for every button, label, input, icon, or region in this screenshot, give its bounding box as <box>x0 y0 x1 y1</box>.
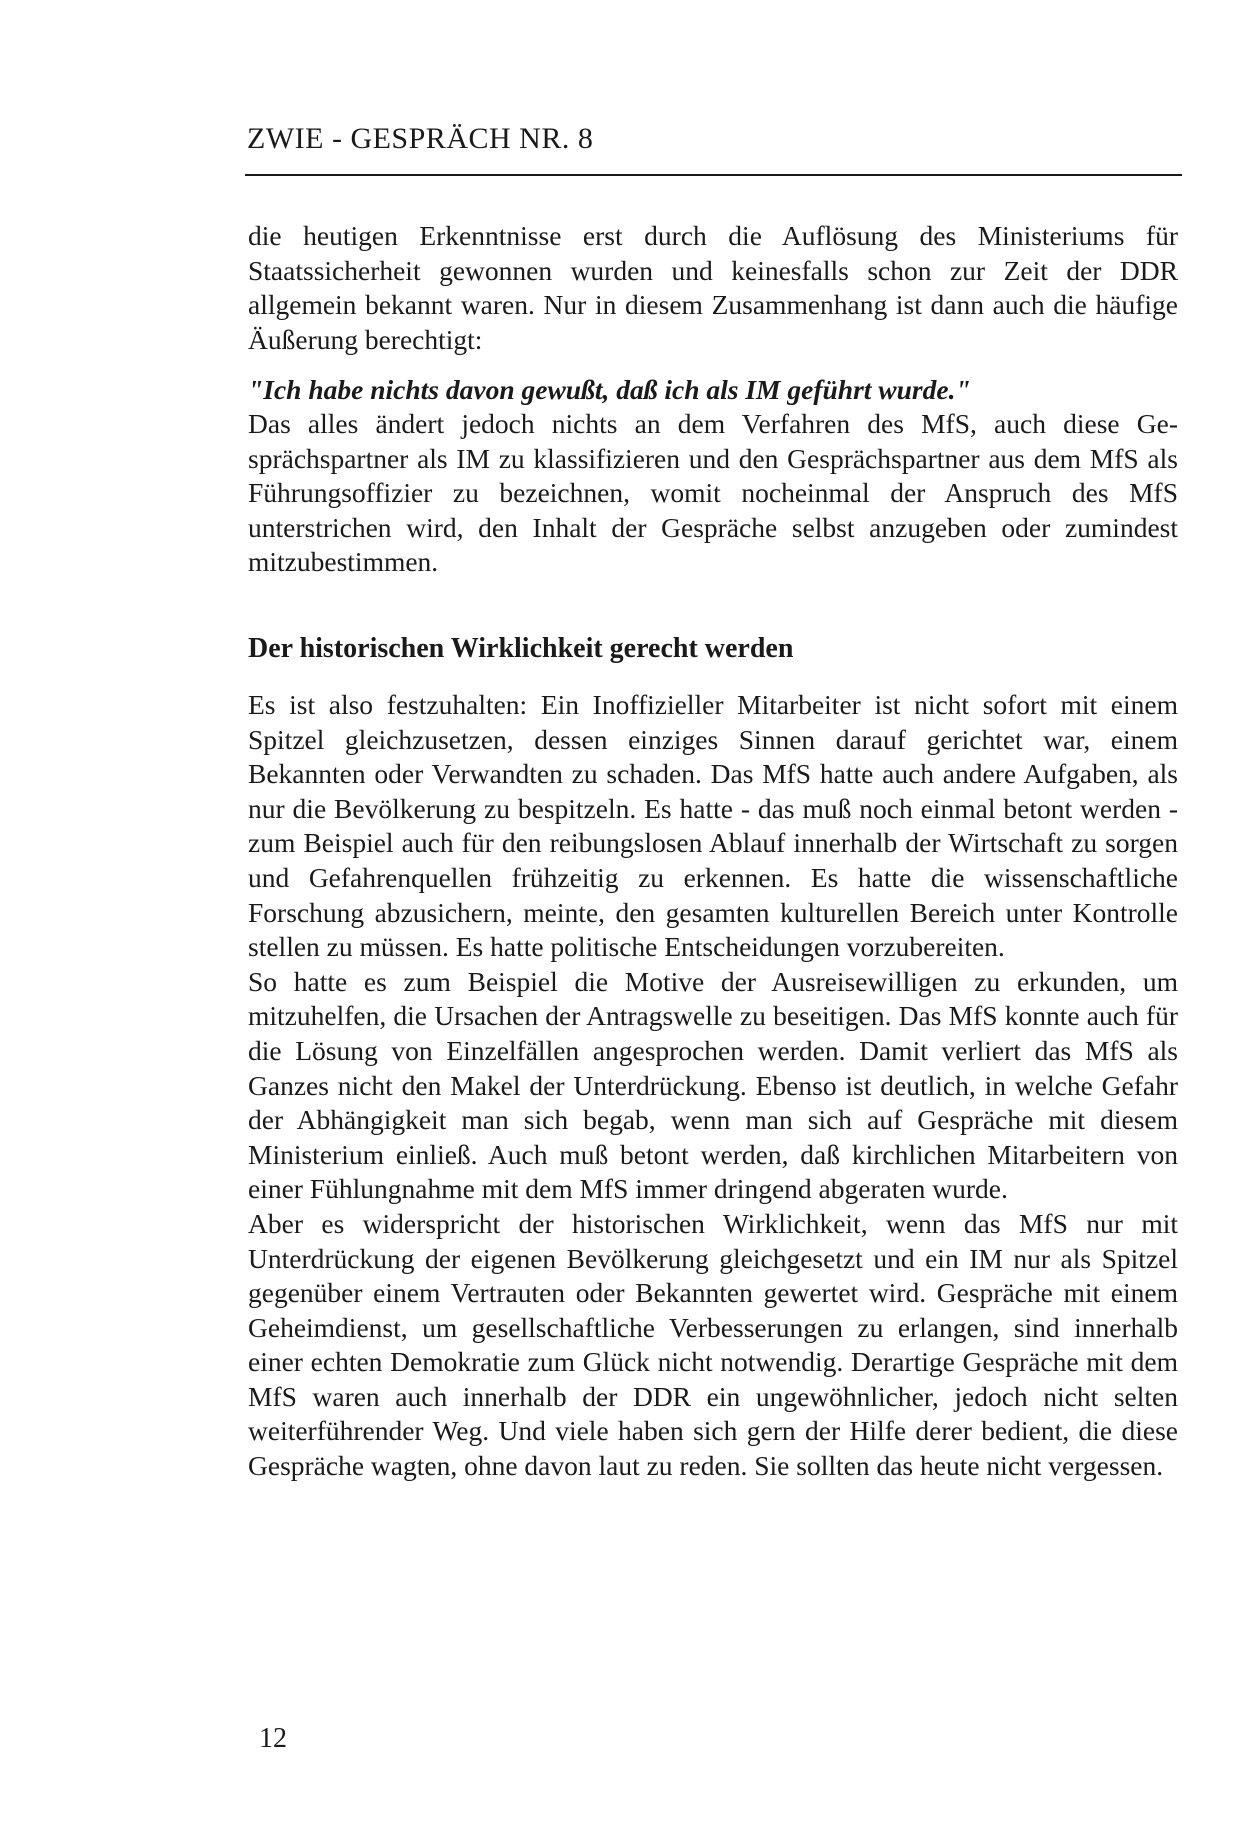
section-heading: Der historischen Wirklichkeit gerecht werden <box>248 633 794 664</box>
quote: "Ich habe nichts davon gewußt, daß ich als IM geführt wurde." <box>248 374 971 405</box>
paragraph-3: Es ist also festzuhalten: Ein Inoffizieller Mitarbeiter ist nicht sofort mit einem Spitzel gleichzusetzen, dessen einziges Sinnen darauf gerichtet war, einem Bekannten oder Verwandten zu schaden. Das MfS hatte auch andere Aufgaben, als nur die Bevölkerung zu bespitzeln. Es hatte - das muß noch einmal betont werden - zum Beispiel auch für den reibungslosen Ablauf innerhalb der Wirtschaft zu sorgen und Gefahrenquellen frühzeitig zu erkennen. Es hatte die wissenschaftliche Forschung abzusichern, meinte, den gesamten kulturellen Bereich unter Kontrolle stellen zu müssen. Es hatte politische Entscheidungen vorzubereiten. <box>248 689 1178 963</box>
paragraph-5: Aber es widerspricht der historischen Wirklichkeit, wenn das MfS nur mit Unterdrückung der eigenen Bevölkerung gleichgesetzt und ein IM nur als Spitzel gegenüber einem Vertrauten oder Bekannten gewertet wird. Gespräche mit einem Geheimdienst, um gesellschaftliche Verbesserungen zu erlangen, sind innerhalb einer echten Demokratie zum Glück nicht notwendig. Derartige Gespräche mit dem MfS waren auch innerhalb der DDR ein ungewöhnlicher, jedoch nicht selten weiterführender Weg. Und viele haben sich gern der Hilfe derer bedient, die diese Gespräche wagten, ohne davon laut zu reden. Sie sollten das heute nicht vergessen. <box>248 1207 1178 1482</box>
paragraph-text: Das alles ändert jedoch nichts an dem Verfahren des MfS, auch diese Gesprächspartner als IM zu klassifizieren und den Gesprächspartner aus dem MfS als Führungsoffizier zu bezeichnen, womit nocheinmal der Anspruch des MfS unterstrichen wird, den Inhalt der Gespräche selbst anzugeben oder zumindest mitzubestimmen. <box>248 408 1178 578</box>
paragraph-text: die heutigen Erkenntnisse erst durch die Auflösung des Ministeriums für Staatssicherheit gewonnen wurden und keinesfalls schon zur Zeit der DDR allgemein bekannt waren. Nur in diesem Zusammenhang ist dann auch die häufige Äußerung berechtigt: <box>248 220 1178 355</box>
header-rule <box>245 174 1182 176</box>
running-header: ZWIE - GESPRÄCH NR. 8 <box>247 122 594 155</box>
paragraph-4: So hatte es zum Beispiel die Motive der Ausreisewilligen zu erkunden, um mitzuhelfen, die Ursachen der Antragswelle zu beseitigen. Das MfS konnte auch für die Lösung von Einzelfällen angesprochen werden. Damit verliert das MfS als Ganzes nicht den Makel der Unterdrückung. Ebenso ist deutlich, in welche Gefahr der Abhängigkeit man sich begab, wenn man sich auf Gespräche mit diesem Ministerium einließ. Auch muß betont werden, daß kirchlichen Mitarbeitern von einer Fühlungnahme mit dem MfS immer dringend abgeraten wurde. <box>248 965 1178 1205</box>
body-paragraphs <box>248 688 1178 1484</box>
paragraph-2 <box>248 407 1178 580</box>
paragraph-1 <box>248 219 1178 357</box>
page-number: 12 <box>259 1723 287 1754</box>
